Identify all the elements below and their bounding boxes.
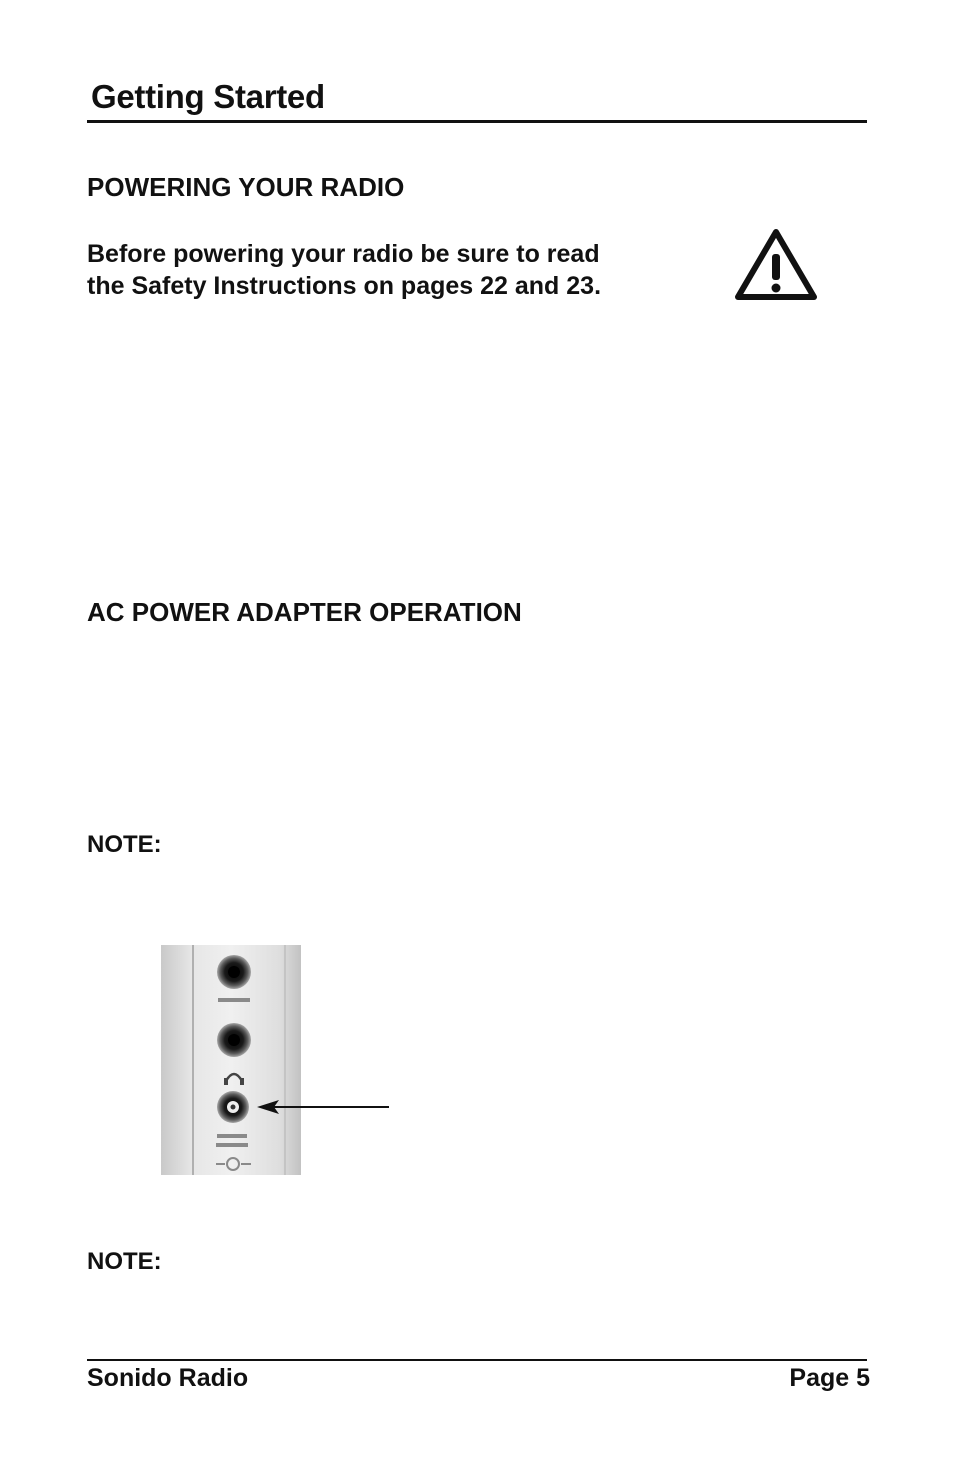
warning-triangle-icon bbox=[734, 227, 818, 301]
footer-product-name: Sonido Radio bbox=[87, 1364, 249, 1392]
page-title: Getting Started bbox=[91, 78, 325, 115]
note-label-1: NOTE: bbox=[87, 831, 162, 858]
safety-intro-line-2: the Safety Instructions on pages 22 and 23. bbox=[87, 272, 602, 300]
jack-panel-photo bbox=[161, 945, 301, 1175]
note-label-2: NOTE: bbox=[87, 1248, 162, 1275]
section-heading-ac-adapter: AC POWER ADAPTER OPERATION bbox=[87, 597, 522, 627]
safety-intro-text bbox=[87, 238, 687, 302]
safety-intro-line-1: Before powering your radio be sure to read bbox=[87, 240, 600, 268]
section-heading-powering: POWERING YOUR RADIO bbox=[87, 172, 405, 202]
footer-page-number: Page 5 bbox=[789, 1364, 870, 1392]
footer-divider bbox=[87, 1359, 867, 1361]
pointer-arrow-icon bbox=[255, 1096, 391, 1118]
title-divider bbox=[87, 120, 867, 123]
